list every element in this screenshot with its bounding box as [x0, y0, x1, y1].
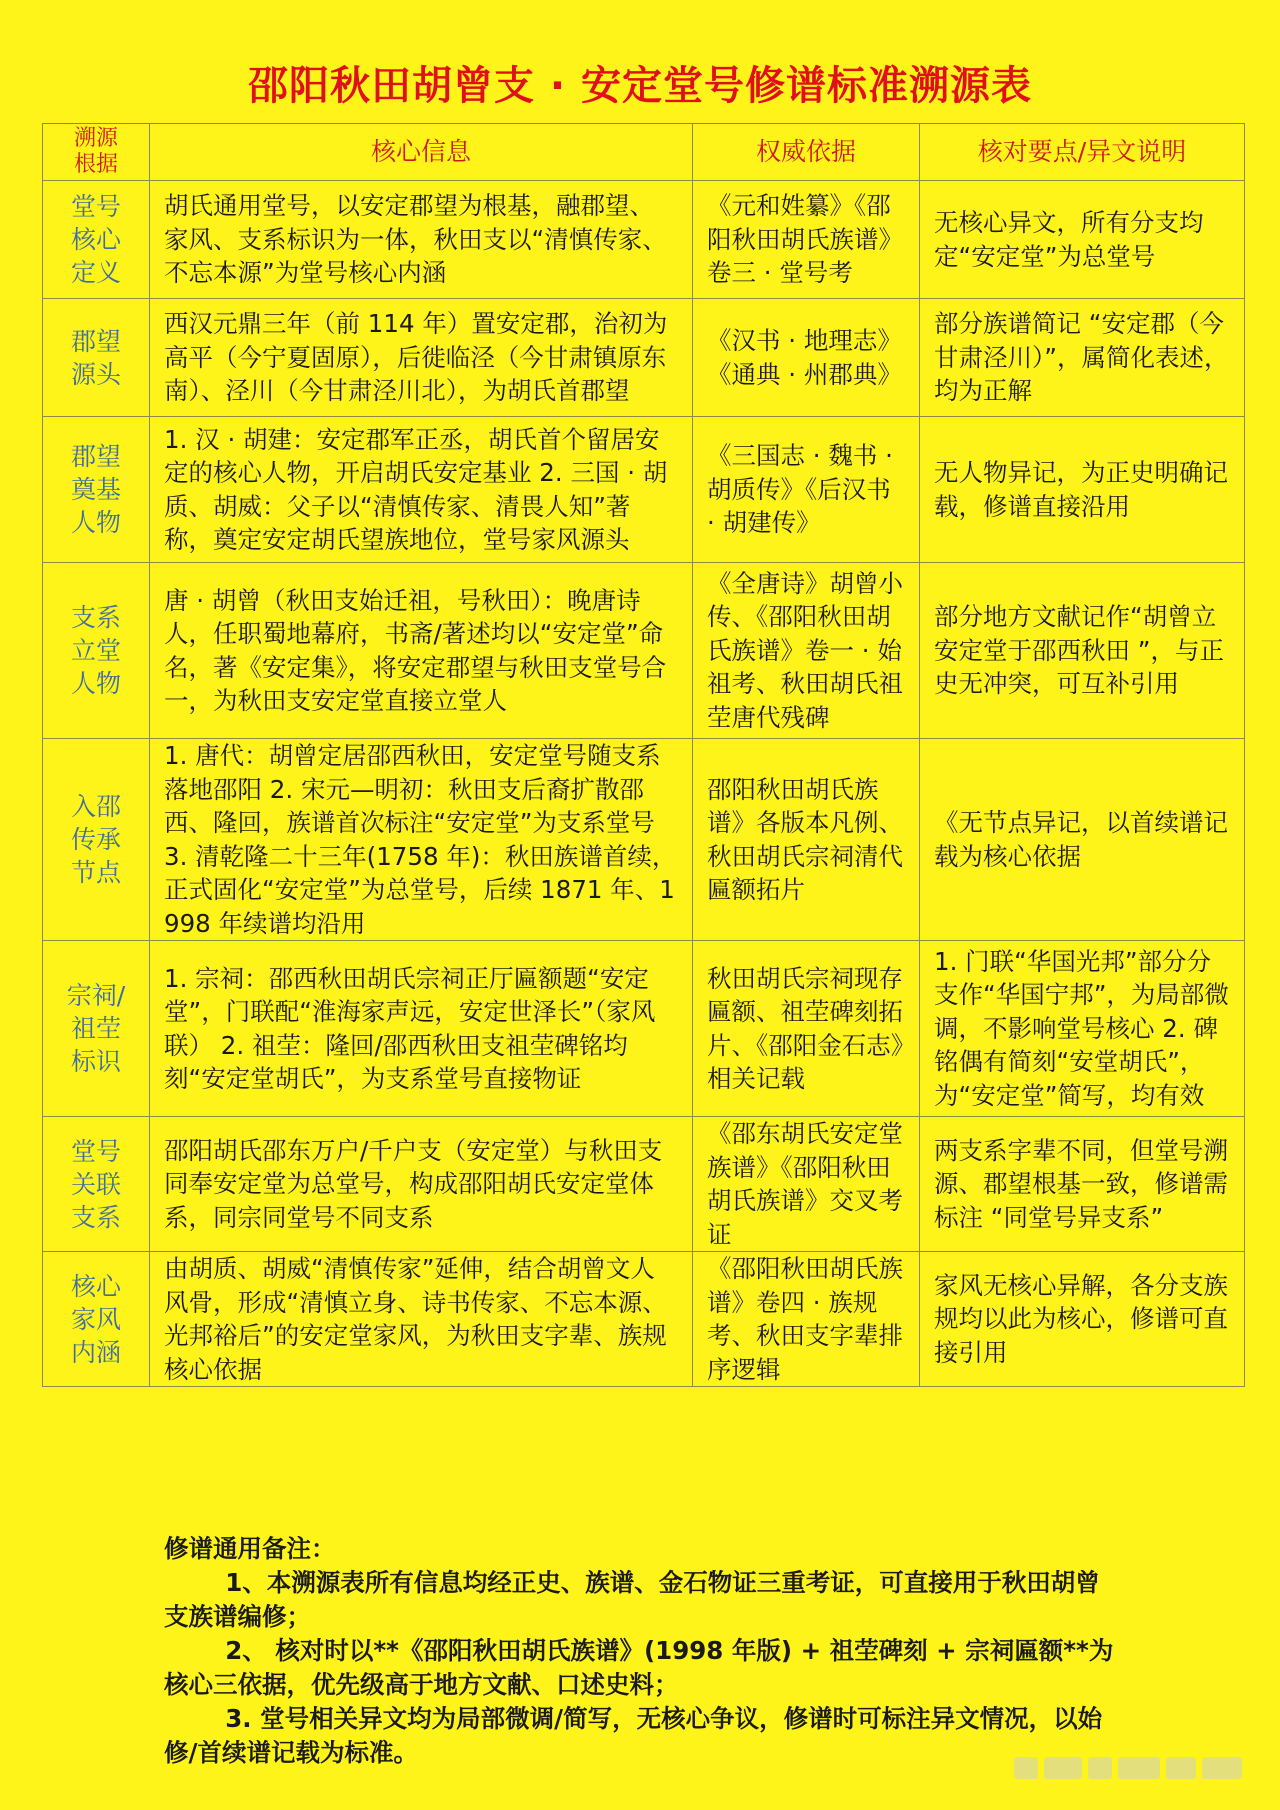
row-head: 郡望 奠基 人物 [43, 417, 150, 563]
notes-section [164, 1532, 1124, 1770]
authority-cell: 《元和姓纂》《邵阳秋田胡氏族谱》卷三 · 堂号考 [693, 181, 920, 299]
authority-cell: 《三国志 · 魏书 · 胡质传》《后汉书 · 胡建传》 [693, 417, 920, 563]
note-item-3: 3. 堂号相关异文均为局部微调/简写，无核心争议，修谱时可标注异文情况，以始修/首续谱记载为标准。 [164, 1704, 1103, 1767]
table-row [43, 941, 1245, 1117]
core-info-cell: 胡氏通用堂号，以安定郡望为根基，融郡望、家风、支系标识为一体，秋田支以“清慎传家、不忘本源”为堂号核心内涵 [150, 181, 693, 299]
source-table [42, 123, 1245, 1387]
core-info-cell: 邵阳胡氏邵东万户/千户支（安定堂）与秋田支同奉安定堂为总堂号，构成邵阳胡氏安定堂体系，同宗同堂号不同支系 [150, 1117, 693, 1252]
core-info-cell: 由胡质、胡威“清慎传家”延伸，结合胡曾文人风骨，形成“清慎立身、诗书传家、不忘本源、光邦裕后”的安定堂家风，为秋田支字辈、族规核心依据 [150, 1252, 693, 1387]
header-authority: 权威依据 [693, 124, 920, 181]
authority-cell: 《邵东胡氏安定堂族谱》《邵阳秋田胡氏族谱》交叉考证 [693, 1117, 920, 1252]
check-note-cell: 《无节点异记，以首续谱记载为核心依据 [920, 739, 1245, 941]
header-core-info: 核心信息 [150, 124, 693, 181]
core-info-cell: 西汉元鼎三年（前 114 年）置安定郡，治初为高平（今宁夏固原），后徙临泾（今甘肃镇原东南）、泾川（今甘肃泾川北），为胡氏首郡望 [150, 299, 693, 417]
check-note-cell: 无核心异文，所有分支均定“安定堂”为总堂号 [920, 181, 1245, 299]
table-row [43, 1252, 1245, 1387]
check-note-cell: 部分地方文献记作“胡曾立安定堂于邵西秋田 ”，与正史无冲突，可互补引用 [920, 563, 1245, 739]
core-info-cell: 唐 · 胡曾（秋田支始迁祖，号秋田）：晚唐诗人，任职蜀地幕府，书斋/著述均以“安定堂”命名，著《安定集》，将安定郡望与秋田支堂号合一，为秋田支安定堂直接立堂人 [150, 563, 693, 739]
table-row [43, 1117, 1245, 1252]
row-head: 宗祠/ 祖茔 标识 [43, 941, 150, 1117]
row-head: 支系 立堂 人物 [43, 563, 150, 739]
authority-cell: 《全唐诗》胡曾小传、《邵阳秋田胡氏族谱》卷一 · 始祖考、秋田胡氏祖茔唐代残碑 [693, 563, 920, 739]
check-note-cell: 无人物异记，为正史明确记载，修谱直接沿用 [920, 417, 1245, 563]
note-item-1: 1、本溯源表所有信息均经正史、族谱、金石物证三重考证，可直接用于秋田胡曾支族谱编修； [164, 1568, 1100, 1631]
core-info-cell: 1. 唐代：胡曾定居邵西秋田，安定堂号随支系落地邵阳 2. 宋元—明初：秋田支后裔扩散邵西、隆回，族谱首次标注“安定堂”为支系堂号 3. 清乾隆二十三年(1758 年)：秋田族谱首续，正式固化“安定堂”为总堂号，后续 1871 年、1998 年续谱均沿用 [150, 739, 693, 941]
watermark-logo [1014, 1756, 1254, 1780]
check-note-cell: 家风无核心异解，各分支族规均以此为核心，修谱可直接引用 [920, 1252, 1245, 1387]
table-row [43, 181, 1245, 299]
table-row [43, 739, 1245, 941]
row-head: 核心 家风 内涵 [43, 1252, 150, 1387]
row-head: 堂号 关联 支系 [43, 1117, 150, 1252]
authority-cell: 秋田胡氏宗祠现存匾额、祖茔碑刻拓片、《邵阳金石志》相关记载 [693, 941, 920, 1117]
table-row [43, 417, 1245, 563]
authority-cell: 《汉书 · 地理志》《通典 · 州郡典》 [693, 299, 920, 417]
note-item-2: 2、 核对时以**《邵阳秋田胡氏族谱》(1998 年版) + 祖茔碑刻 + 宗祠匾额**为核心三依据，优先级高于地方文献、口述史料； [164, 1636, 1114, 1699]
core-info-cell: 1. 宗祠：邵西秋田胡氏宗祠正厅匾额题“安定堂”，门联配“淮海家声远，安定世泽长”（家风联） 2. 祖茔：隆回/邵西秋田支祖茔碑铭均刻“安定堂胡氏”，为支系堂号直接物证 [150, 941, 693, 1117]
row-head: 入邵 传承 节点 [43, 739, 150, 941]
table-row [43, 299, 1245, 417]
core-info-cell: 1. 汉 · 胡建：安定郡军正丞，胡氏首个留居安定的核心人物，开启胡氏安定基业 2. 三国 · 胡质、胡威：父子以“清慎传家、清畏人知”著称，奠定安定胡氏望族地位，堂号家风源头 [150, 417, 693, 563]
row-head: 郡望 源头 [43, 299, 150, 417]
authority-cell: 《邵阳秋田胡氏族谱》卷四 · 族规考、秋田支字辈排序逻辑 [693, 1252, 920, 1387]
table-header-row [43, 124, 1245, 181]
authority-cell: 邵阳秋田胡氏族谱》各版本凡例、秋田胡氏宗祠清代匾额拓片 [693, 739, 920, 941]
notes-heading: 修谱通用备注： [164, 1534, 336, 1563]
check-note-cell: 1. 门联“华国光邦”部分分支作“华国宁邦”，为局部微调，不影响堂号核心 2. 碑铭偶有简刻“安堂胡氏”，为“安定堂”简写，均有效 [920, 941, 1245, 1117]
table-row [43, 563, 1245, 739]
header-source-basis: 溯源 根据 [43, 124, 150, 181]
row-head: 堂号 核心 定义 [43, 181, 150, 299]
check-note-cell: 部分族谱简记 “安定郡（今甘肃泾川）”，属简化表述，均为正解 [920, 299, 1245, 417]
header-check-notes: 核对要点/异文说明 [920, 124, 1245, 181]
page-title: 邵阳秋田胡曾支 · 安定堂号修谱标准溯源表 [247, 63, 1033, 109]
check-note-cell: 两支系字辈不同，但堂号溯源、郡望根基一致，修谱需标注 “同堂号异支系” [920, 1117, 1245, 1252]
